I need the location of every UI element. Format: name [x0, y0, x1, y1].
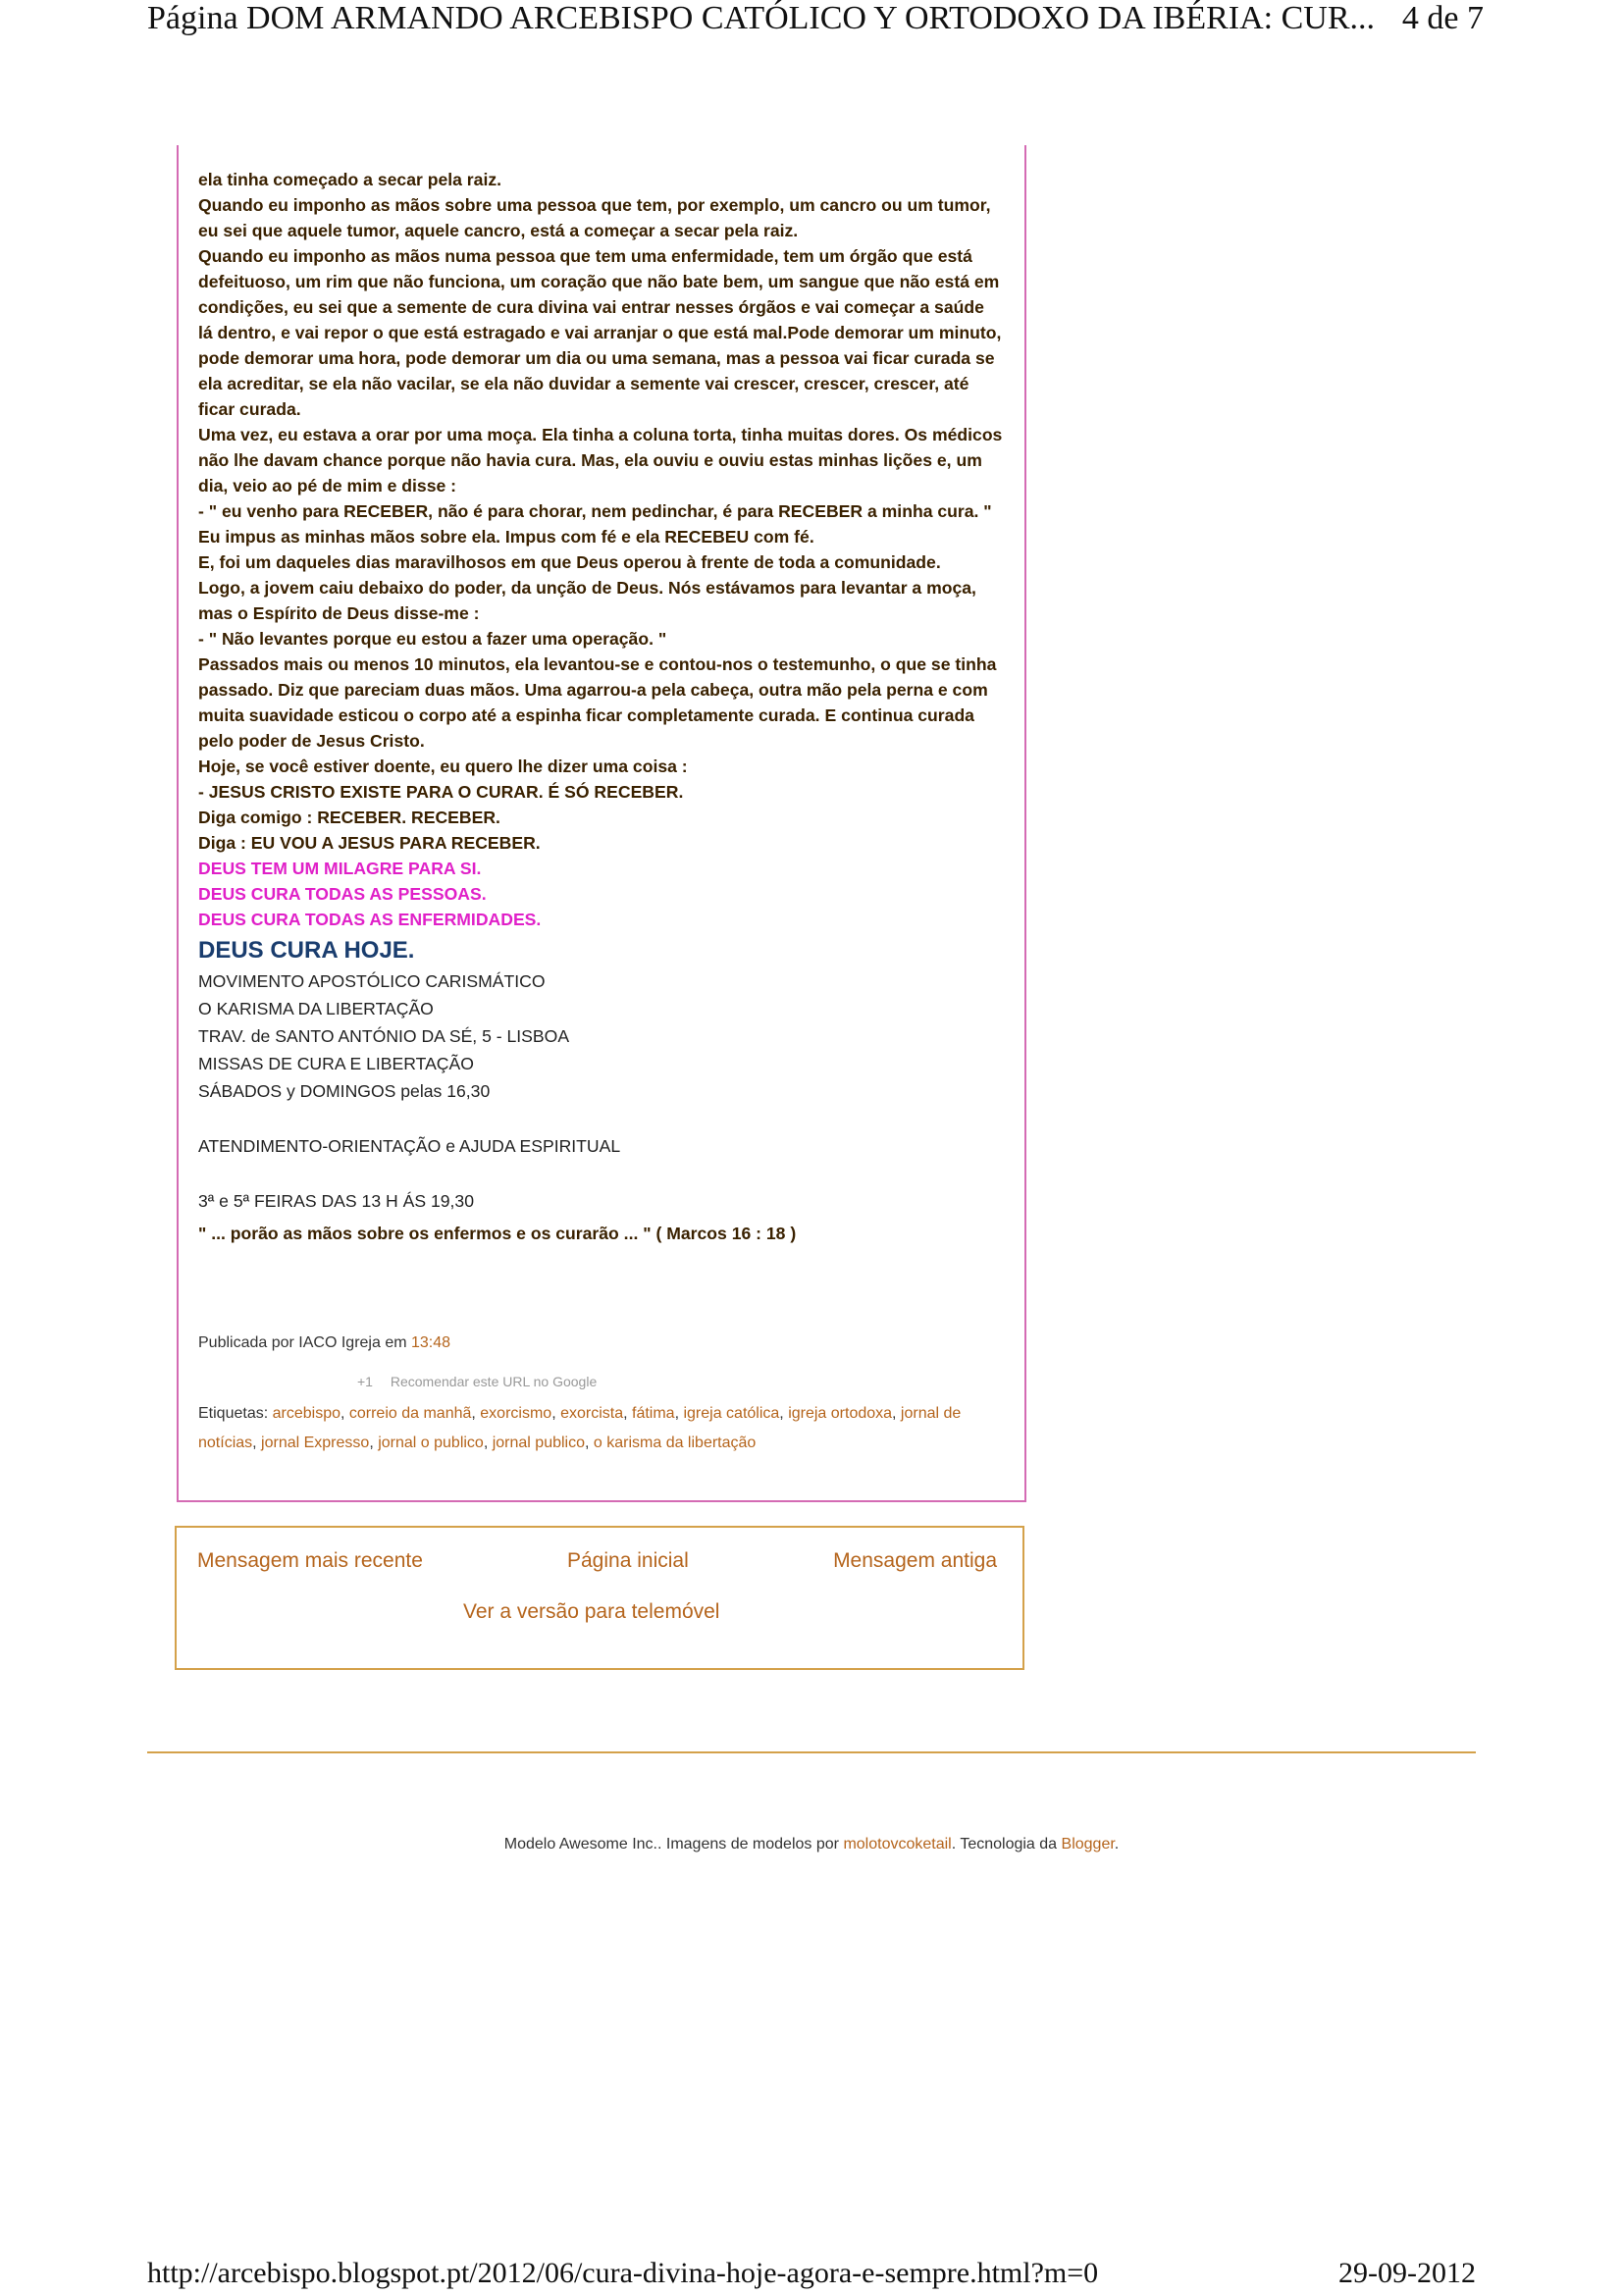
info-line: MOVIMENTO APOSTÓLICO CARISMÁTICO	[198, 971, 546, 991]
post-paragraph: Logo, a jovem caiu debaixo do poder, da unção de Deus. Nós estávamos para levantar a moça, mas o Espírito de Deus disse-me :	[198, 578, 976, 623]
attribution-middle: . Tecnologia da	[951, 1836, 1058, 1852]
post-paragraph: - " eu venho para RECEBER, não é para chorar, nem pedinchar, é para RECEBER a minha cura. "	[198, 501, 992, 521]
older-post-link[interactable]: Mensagem antiga	[833, 1549, 997, 1572]
info-line: O KARISMA DA LIBERTAÇÃO	[198, 999, 434, 1018]
post-paragraph: Uma vez, eu estava a orar por uma moça. Ela tinha a coluna torta, tinha muitas dores. Os médicos não lhe davam chance porque não havia cura. Mas, ela ouviu e ouviu estas minhas lições e, um dia, veio ao pé de mim e disse :	[198, 425, 1003, 496]
label-link[interactable]: arcebispo	[272, 1405, 340, 1422]
label-link[interactable]: exorcista	[560, 1405, 624, 1422]
spacer	[198, 1160, 1003, 1187]
author-link[interactable]: molotovcoketail	[843, 1836, 952, 1852]
pink-highlight-line: DEUS TEM UM MILAGRE PARA SI.	[198, 859, 482, 878]
recommend-link[interactable]: Recomendar este URL no Google	[390, 1374, 598, 1389]
post-paragraph: Eu impus as minhas mãos sobre ela. Impus com fé e ela RECEBEU com fé.	[198, 527, 814, 547]
published-by	[198, 1332, 1003, 1354]
info-line: SÁBADOS y DOMINGOS pelas 16,30	[198, 1081, 491, 1101]
label-link[interactable]: exorcismo	[480, 1405, 552, 1422]
post-paragraph: Diga : EU VOU A JESUS PARA RECEBER.	[198, 833, 541, 853]
schedule-line: 3ª e 5ª FEIRAS DAS 13 H ÁS 19,30	[198, 1191, 474, 1211]
print-page-number: 4 de 7	[1401, 0, 1484, 36]
post-paragraph: Quando eu imponho as mãos sobre uma pessoa que tem, por exemplo, um cancro ou um tumor, eu sei que aquele tumor, aquele cancro, está a começar a secar pela raiz.	[198, 195, 991, 240]
post-paragraph: Quando eu imponho as mãos numa pessoa que tem uma enfermidade, tem um órgão que está defeituoso, um rim que não funciona, um coração que não bate bem, um sangue que não está em condições, eu sei que a semente de cura divina vai entrar nesses órgãos e vai começar a saúde lá dentro, e vai repor o que está estragado e vai arranjar o que está mal.Pode demorar um minuto, pode demorar uma hora, pode demorar um dia ou uma semana, mas a pessoa vai ficar curada se ela acreditar, se ela não vacilar, se ela não duvidar a semente vai crescer, crescer, crescer, até ficar curada.	[198, 246, 1002, 419]
share-row	[357, 1374, 1003, 1389]
blog-pager	[175, 1526, 1024, 1670]
post-timestamp-link[interactable]: 13:48	[411, 1334, 451, 1351]
print-page-url: http://arcebispo.blogspot.pt/2012/06/cura-divina-hoje-agora-e-sempre.html?m=0	[147, 2257, 1099, 2289]
label-link[interactable]: jornal Expresso	[261, 1435, 370, 1451]
print-date: 29-09-2012	[1338, 2257, 1476, 2289]
pink-highlight-line: DEUS CURA TODAS AS PESSOAS.	[198, 884, 487, 904]
print-header	[147, 0, 1484, 39]
label-link[interactable]: jornal de notícias	[198, 1405, 962, 1451]
post-paragraph: - JESUS CRISTO EXISTE PARA O CURAR. É SÓ RECEBER.	[198, 782, 684, 802]
post-paragraph: Passados mais ou menos 10 minutos, ela levantou-se e contou-nos o testemunho, o que se tinha passado. Diz que pareciam duas mãos. Uma agarrou-a pela cabeça, outra mão pela perna e com muita suavidade esticou o corpo até a espinha ficar completamente curada. E continua curada pelo poder de Jesus Cristo.	[198, 654, 997, 751]
newer-post-link[interactable]: Mensagem mais recente	[197, 1549, 423, 1572]
pink-highlight-line: DEUS CURA TODAS AS ENFERMIDADES.	[198, 910, 542, 929]
attendance-line: ATENDIMENTO-ORIENTAÇÃO e AJUDA ESPIRITUAL	[198, 1136, 621, 1156]
post-footer	[198, 1332, 1003, 1458]
info-line: MISSAS DE CURA E LIBERTAÇÃO	[198, 1054, 474, 1073]
bible-quote: " ... porão as mãos sobre os enfermos e os curarão ... " ( Marcos 16 : 18 )	[198, 1224, 797, 1243]
label-link[interactable]: jornal o publico	[378, 1435, 484, 1451]
home-link[interactable]: Página inicial	[567, 1549, 689, 1572]
print-footer	[147, 2257, 1476, 2296]
blogger-link[interactable]: Blogger	[1061, 1836, 1115, 1852]
label-link[interactable]: igreja ortodoxa	[788, 1405, 893, 1422]
published-prefix: Publicada por IACO Igreja em	[198, 1334, 407, 1351]
label-link[interactable]: fátima	[632, 1405, 675, 1422]
label-link[interactable]: correio da manhã	[348, 1405, 472, 1422]
post-paragraph: ela tinha começado a secar pela raiz.	[198, 170, 502, 189]
post-container	[177, 145, 1026, 1502]
template-attribution	[0, 1836, 1623, 1853]
attribution-suffix: .	[1114, 1836, 1120, 1852]
label-link[interactable]: o karisma da libertação	[593, 1435, 757, 1451]
post-paragraph: E, foi um daqueles dias maravilhosos em que Deus operou à frente de toda a comunidade.	[198, 552, 941, 572]
labels-prefix: Etiquetas:	[198, 1405, 269, 1422]
label-link[interactable]: igreja católica	[683, 1405, 780, 1422]
post-paragraph: Hoje, se você estiver doente, eu quero lhe dizer uma coisa :	[198, 757, 688, 776]
spacer	[198, 1105, 1003, 1132]
info-line: TRAV. de SANTO ANTÓNIO DA SÉ, 5 - LISBOA	[198, 1026, 570, 1046]
post-paragraph: Diga comigo : RECEBER. RECEBER.	[198, 808, 500, 827]
post-body	[198, 167, 1003, 1246]
post-paragraph: - " Não levantes porque eu estou a fazer uma operação. "	[198, 629, 667, 649]
plusone-button[interactable]: +1	[357, 1374, 373, 1389]
post-labels: Etiquetas: arcebispo, correio da manhã, exorcismo, exorcista, fátima, igreja católica, igreja ortodoxa, jornal de notícias, jornal Expresso, jornal o publico, jornal publico, o karisma da libertação	[198, 1405, 962, 1451]
footer-divider	[147, 1751, 1476, 1753]
print-page-title: Página DOM ARMANDO ARCEBISPO CATÓLICO Y ORTODOXO DA IBÉRIA: CUR...	[147, 0, 1376, 36]
label-link[interactable]: jornal publico	[492, 1435, 585, 1451]
attribution-prefix: Modelo Awesome Inc.. Imagens de modelos por	[503, 1836, 839, 1852]
mobile-version-link[interactable]: Ver a versão para telemóvel	[463, 1600, 720, 1623]
post-heading: DEUS CURA HOJE.	[198, 937, 415, 964]
